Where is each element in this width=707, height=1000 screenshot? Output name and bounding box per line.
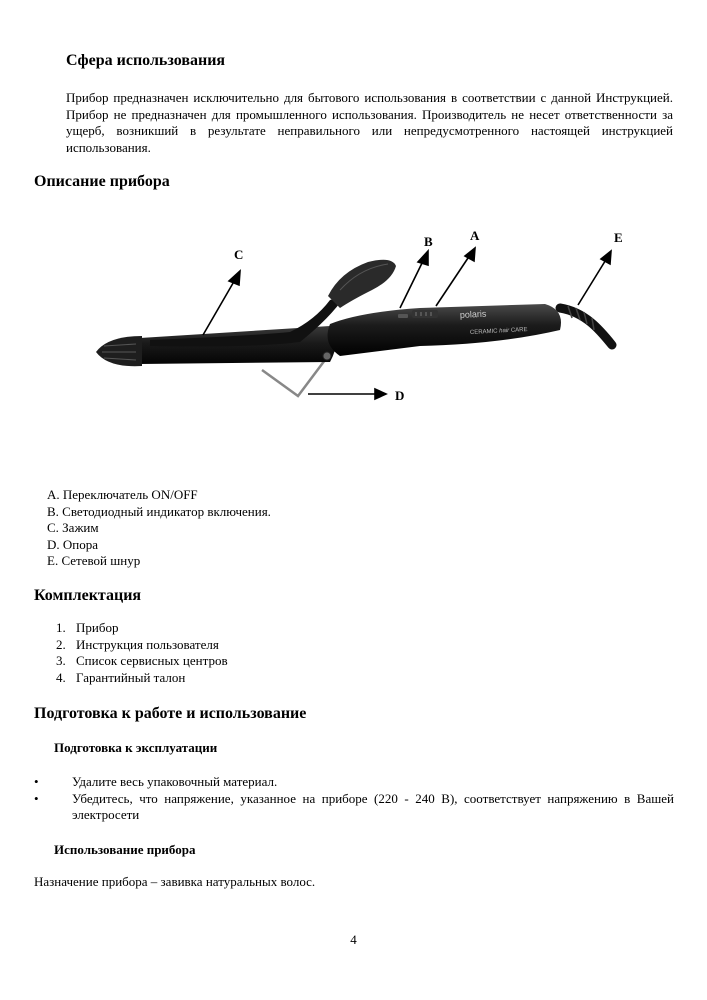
section-title-package: Комплектация [34,587,142,604]
usage-paragraph: Назначение прибора – завивка натуральных волос. [34,874,316,889]
list-item: 4. Гарантийный талон [56,669,186,685]
cool-tip [96,336,142,366]
device-brand-text: polaris [459,308,487,320]
callout-a: A [470,228,480,243]
callout-c: C [234,247,244,262]
list-item: 3. Список сервисных центров [56,653,228,668]
list-item: 2. Инструкция пользователя [56,636,219,652]
bullet-icon: • [34,774,39,789]
page-number: 4 [350,932,357,947]
device-illustration [0,225,707,425]
subsection-title-usage: Использование прибора [54,842,196,857]
section-title-scope: Сфера использования [66,52,226,69]
pivot-screw [323,352,331,360]
parts-list [47,487,271,570]
callout-b: B [424,234,433,249]
callout-d: D [395,388,405,403]
list-item: C. Зажим [47,520,99,535]
bullet-icon: • [34,790,39,806]
section-title-preparation: Подготовка к работе и использование [34,705,307,722]
preparation-bullets [34,774,674,824]
arrow-a [436,255,470,306]
led-indicator [398,314,408,318]
arrow-b [400,259,424,308]
list-item: A. Переключатель ON/OFF [47,487,198,502]
subsection-title-preparation: Подготовка к эксплуатации [54,740,218,755]
list-item: • Убедитесь, что напряжение, указанное на приборе (220 - 240 В), соответствует напряжению в Вашей электросети [34,790,674,822]
list-item: D. Опора [47,536,99,552]
package-list [56,620,228,686]
list-item: E. Сетевой шнур [47,553,141,568]
arrow-c [203,278,236,335]
list-item: B. Светодиодный индикатор включения. [47,503,271,519]
curling-iron-drawing [0,225,707,425]
scope-paragraph: Прибор предназначен исключительно для бытового использования в соответствии с данной Инструкцией. Прибор не предназначен для промышленного использования. Производитель не несет ответственности за ущерб, возникший в результате неправильного или непредусмотренного настоящей инструкцией использования. [66,90,673,155]
callout-e: E [614,230,623,245]
list-item: 1. Прибор [56,620,119,635]
device-label-text: CERAMIC hair CARE [469,326,528,336]
clamp-lever [328,260,396,308]
arrow-e [578,258,607,305]
list-item: • Удалите весь упаковочный материал. [34,774,278,789]
cord [560,308,612,345]
section-title-description: Описание прибора [34,173,170,190]
